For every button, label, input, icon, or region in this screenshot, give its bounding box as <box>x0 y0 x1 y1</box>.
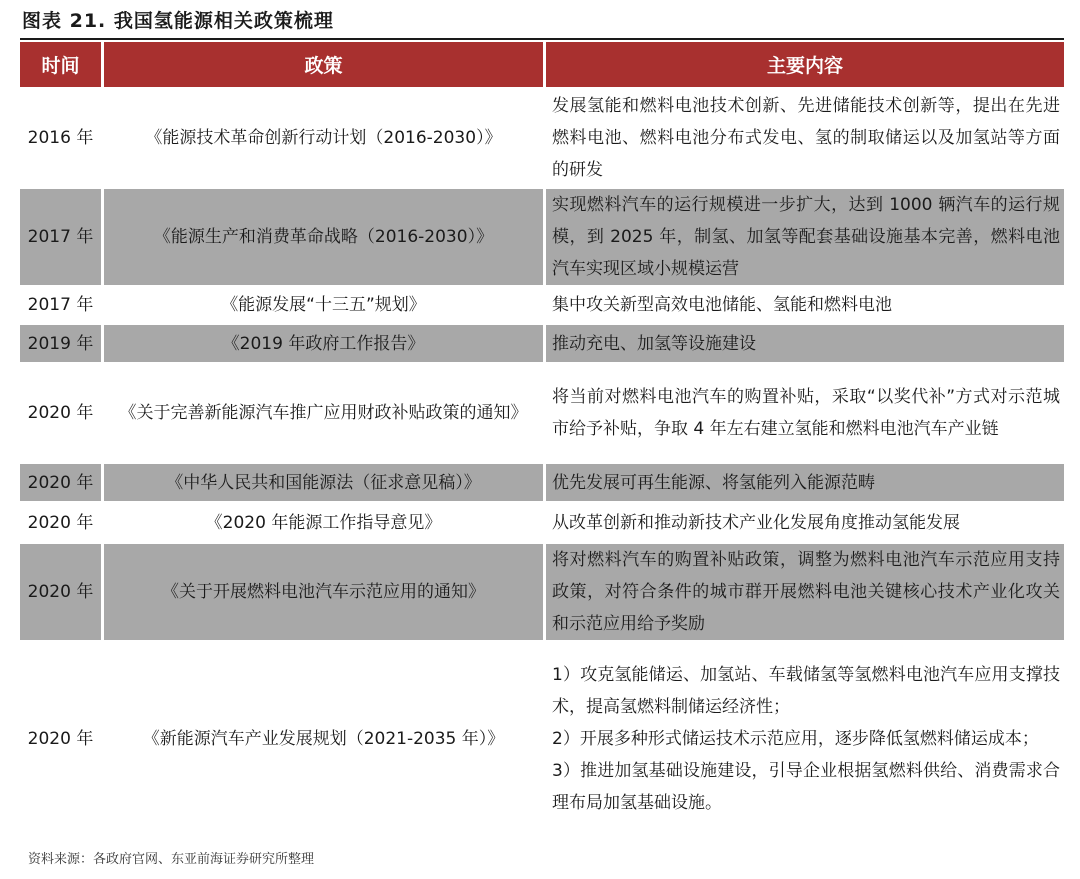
content-text: 将当前对燃料电池汽车的购置补贴，采取“以奖代补”方式对示范城市给予补贴，争取 4 年左右建立氢能和燃料电池汽车产业链 <box>552 387 1060 439</box>
content-cell <box>546 90 1064 189</box>
table-row <box>20 464 1064 504</box>
table-row <box>20 90 1064 189</box>
table-row <box>20 643 1064 838</box>
policy-cell: 《关于开展燃料电池汽车示范应用的通知》 <box>104 544 546 643</box>
table-row <box>20 365 1064 464</box>
policy-cell: 《2019 年政府工作报告》 <box>104 325 546 365</box>
content-item: 1）攻克氢能储运、加氢站、车载储氢等氢燃料电池汽车应用支撑技术，提高氢燃料制储运经济性； <box>552 665 1060 717</box>
content-text: 集中攻关新型高效电池储能、氢能和燃料电池 <box>552 295 892 315</box>
year-cell: 2020 年 <box>20 365 104 464</box>
policy-cell: 《新能源汽车产业发展规划（2021-2035 年）》 <box>104 643 546 838</box>
table-row <box>20 504 1064 544</box>
content-text: 优先发展可再生能源、将氢能列入能源范畴 <box>552 472 875 493</box>
table-row <box>20 288 1064 325</box>
content-text: 发展氢能和燃料电池技术创新、先进储能技术创新等，提出在先进燃料电池、燃料电池分布式发电、氢的制取储运以及加氢站等方面的研发 <box>552 96 1060 180</box>
policy-cell: 《2020 年能源工作指导意见》 <box>104 504 546 544</box>
content-cell <box>546 544 1064 643</box>
year-cell: 2016 年 <box>20 90 104 189</box>
content-cell <box>546 643 1064 838</box>
policy-cell: 《能源发展“十三五”规划》 <box>104 288 546 325</box>
content-cell <box>546 504 1064 544</box>
content-text: 实现燃料汽车的运行规模进一步扩大，达到 1000 辆汽车的运行规模，到 2025 年，制氢、加氢等配套基础设施基本完善，燃料电池汽车实现区域小规模运营 <box>552 195 1060 279</box>
header-policy: 政策 <box>104 42 546 90</box>
header-year: 时间 <box>20 42 104 90</box>
policy-cell: 《能源技术革命创新行动计划（2016-2030）》 <box>104 90 546 189</box>
content-text: 推动充电、加氢等设施建设 <box>552 333 756 354</box>
policy-cell: 《关于完善新能源汽车推广应用财政补贴政策的通知》 <box>104 365 546 464</box>
source-note: 资料来源：各政府官网、东亚前海证券研究所整理 <box>28 852 315 867</box>
header-content: 主要内容 <box>546 42 1064 90</box>
content-text: 将对燃料汽车的购置补贴政策，调整为燃料电池汽车示范应用支持政策，对符合条件的城市群开展燃料电池关键核心技术产业化攻关和示范应用给予奖励 <box>552 550 1060 634</box>
content-item: 3）推进加氢基础设施建设，引导企业根据氢燃料供给、消费需求合理布局加氢基础设施。 <box>552 761 1060 813</box>
year-cell: 2020 年 <box>20 544 104 643</box>
content-text: 从改革创新和推动新技术产业化发展角度推动氢能发展 <box>552 512 960 533</box>
year-cell: 2020 年 <box>20 504 104 544</box>
table-row <box>20 189 1064 288</box>
figure-title: 图表 21. 我国氢能源相关政策梳理 <box>22 10 334 32</box>
year-cell: 2020 年 <box>20 464 104 504</box>
year-cell: 2020 年 <box>20 643 104 838</box>
table-row <box>20 544 1064 643</box>
policy-cell: 《能源生产和消费革命战略（2016-2030）》 <box>104 189 546 288</box>
content-item: 2）开展多种形式储运技术示范应用，逐步降低氢燃料储运成本； <box>552 729 1039 749</box>
table-row <box>20 325 1064 365</box>
policy-table <box>20 42 1064 838</box>
content-cell <box>546 464 1064 504</box>
content-cell <box>546 189 1064 288</box>
content-cell <box>546 365 1064 464</box>
content-cell <box>546 288 1064 325</box>
year-cell: 2019 年 <box>20 325 104 365</box>
content-cell <box>546 325 1064 365</box>
policy-cell: 《中华人民共和国能源法（征求意见稿）》 <box>104 464 546 504</box>
year-cell: 2017 年 <box>20 189 104 288</box>
title-divider <box>20 38 1064 40</box>
table-header-row <box>20 42 1064 90</box>
year-cell: 2017 年 <box>20 288 104 325</box>
